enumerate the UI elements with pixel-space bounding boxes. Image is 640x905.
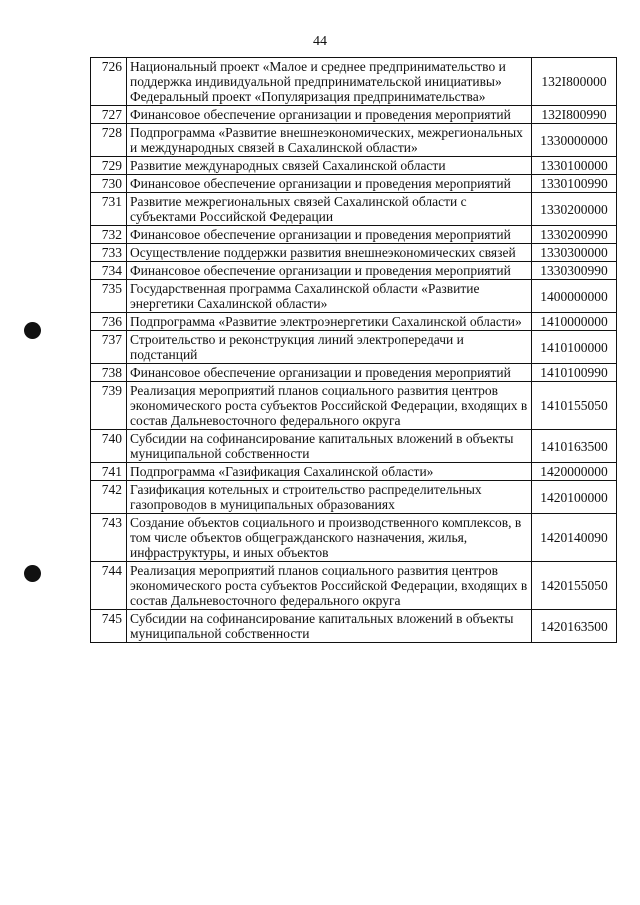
row-number: 735 bbox=[91, 280, 127, 313]
row-code: 1330300000 bbox=[532, 244, 617, 262]
row-code: 1420155050 bbox=[532, 562, 617, 610]
row-name: Финансовое обеспечение организации и проведения мероприятий bbox=[127, 262, 532, 280]
row-number: 733 bbox=[91, 244, 127, 262]
table-row bbox=[91, 463, 617, 481]
table-row bbox=[91, 262, 617, 280]
row-name: Финансовое обеспечение организации и проведения мероприятий bbox=[127, 175, 532, 193]
row-code: 1400000000 bbox=[532, 280, 617, 313]
row-number: 744 bbox=[91, 562, 127, 610]
row-name: Строительство и реконструкция линий электропередачи и подстанций bbox=[127, 331, 532, 364]
row-name: Подпрограмма «Газификация Сахалинской области» bbox=[127, 463, 532, 481]
table-row bbox=[91, 124, 617, 157]
row-number: 731 bbox=[91, 193, 127, 226]
row-number: 736 bbox=[91, 313, 127, 331]
row-number: 726 bbox=[91, 58, 127, 106]
table-body bbox=[91, 58, 617, 643]
row-code: 132I800000 bbox=[532, 58, 617, 106]
table-row bbox=[91, 106, 617, 124]
row-name: Реализация мероприятий планов социального развития центров экономического роста субъектов Российской Федерации, входящих в состав Дальневосточного федерального округа bbox=[127, 562, 532, 610]
row-code: 1330200000 bbox=[532, 193, 617, 226]
table-row bbox=[91, 280, 617, 313]
table-row bbox=[91, 364, 617, 382]
table-row bbox=[91, 157, 617, 175]
row-code: 1420100000 bbox=[532, 481, 617, 514]
row-number: 745 bbox=[91, 610, 127, 643]
table-row bbox=[91, 481, 617, 514]
row-name: Осуществление поддержки развития внешнеэкономических связей bbox=[127, 244, 532, 262]
row-number: 728 bbox=[91, 124, 127, 157]
table-row bbox=[91, 313, 617, 331]
table-row bbox=[91, 226, 617, 244]
table-row bbox=[91, 514, 617, 562]
row-code: 1330100000 bbox=[532, 157, 617, 175]
row-number: 730 bbox=[91, 175, 127, 193]
row-name: Субсидии на софинансирование капитальных вложений в объекты муниципальной собственности bbox=[127, 610, 532, 643]
row-number: 729 bbox=[91, 157, 127, 175]
row-name: Национальный проект «Малое и среднее предпринимательство и поддержка индивидуальной предпринимательской инициативы» Федеральный проект «Популяризация предпринимательства» bbox=[127, 58, 532, 106]
row-code: 1330000000 bbox=[532, 124, 617, 157]
table-row bbox=[91, 193, 617, 226]
table-row bbox=[91, 562, 617, 610]
row-number: 734 bbox=[91, 262, 127, 280]
row-name: Субсидии на софинансирование капитальных вложений в объекты муниципальной собственности bbox=[127, 430, 532, 463]
row-name: Развитие межрегиональных связей Сахалинской области с субъектами Российской Федерации bbox=[127, 193, 532, 226]
row-code: 1420000000 bbox=[532, 463, 617, 481]
row-name: Газификация котельных и строительство распределительных газопроводов в муниципальных образованиях bbox=[127, 481, 532, 514]
row-code: 1420140090 bbox=[532, 514, 617, 562]
row-number: 743 bbox=[91, 514, 127, 562]
table-row bbox=[91, 382, 617, 430]
row-number: 739 bbox=[91, 382, 127, 430]
row-name: Развитие международных связей Сахалинской области bbox=[127, 157, 532, 175]
row-code: 1330300990 bbox=[532, 262, 617, 280]
row-number: 732 bbox=[91, 226, 127, 244]
row-code: 1410000000 bbox=[532, 313, 617, 331]
row-code: 1410163500 bbox=[532, 430, 617, 463]
row-code: 1410155050 bbox=[532, 382, 617, 430]
row-number: 727 bbox=[91, 106, 127, 124]
budget-classification-table bbox=[90, 57, 617, 643]
table-row bbox=[91, 175, 617, 193]
row-name: Финансовое обеспечение организации и проведения мероприятий bbox=[127, 106, 532, 124]
table-row bbox=[91, 430, 617, 463]
row-name: Создание объектов социального и производственного комплексов, в том числе объектов общегражданского назначения, жилья, инфраструктуры, и иных объектов bbox=[127, 514, 532, 562]
row-name: Подпрограмма «Развитие внешнеэкономических, межрегиональных и международных связей в Сахалинской области» bbox=[127, 124, 532, 157]
row-code: 1330100990 bbox=[532, 175, 617, 193]
table-row bbox=[91, 58, 617, 106]
row-name: Реализация мероприятий планов социального развития центров экономического роста субъектов Российской Федерации, входящих в состав Дальневосточного федерального округа bbox=[127, 382, 532, 430]
table-row bbox=[91, 331, 617, 364]
row-code: 1410100990 bbox=[532, 364, 617, 382]
row-name: Финансовое обеспечение организации и проведения мероприятий bbox=[127, 364, 532, 382]
row-number: 737 bbox=[91, 331, 127, 364]
row-name: Подпрограмма «Развитие электроэнергетики Сахалинской области» bbox=[127, 313, 532, 331]
binder-hole-icon bbox=[24, 565, 41, 582]
row-number: 738 bbox=[91, 364, 127, 382]
row-name: Финансовое обеспечение организации и проведения мероприятий bbox=[127, 226, 532, 244]
page-number: 44 bbox=[313, 34, 327, 49]
row-code: 1330200990 bbox=[532, 226, 617, 244]
binder-hole-icon bbox=[24, 322, 41, 339]
row-number: 742 bbox=[91, 481, 127, 514]
row-number: 741 bbox=[91, 463, 127, 481]
row-code: 132I800990 bbox=[532, 106, 617, 124]
table-row bbox=[91, 244, 617, 262]
row-number: 740 bbox=[91, 430, 127, 463]
row-code: 1420163500 bbox=[532, 610, 617, 643]
table-row bbox=[91, 610, 617, 643]
row-code: 1410100000 bbox=[532, 331, 617, 364]
row-name: Государственная программа Сахалинской области «Развитие энергетики Сахалинской области» bbox=[127, 280, 532, 313]
